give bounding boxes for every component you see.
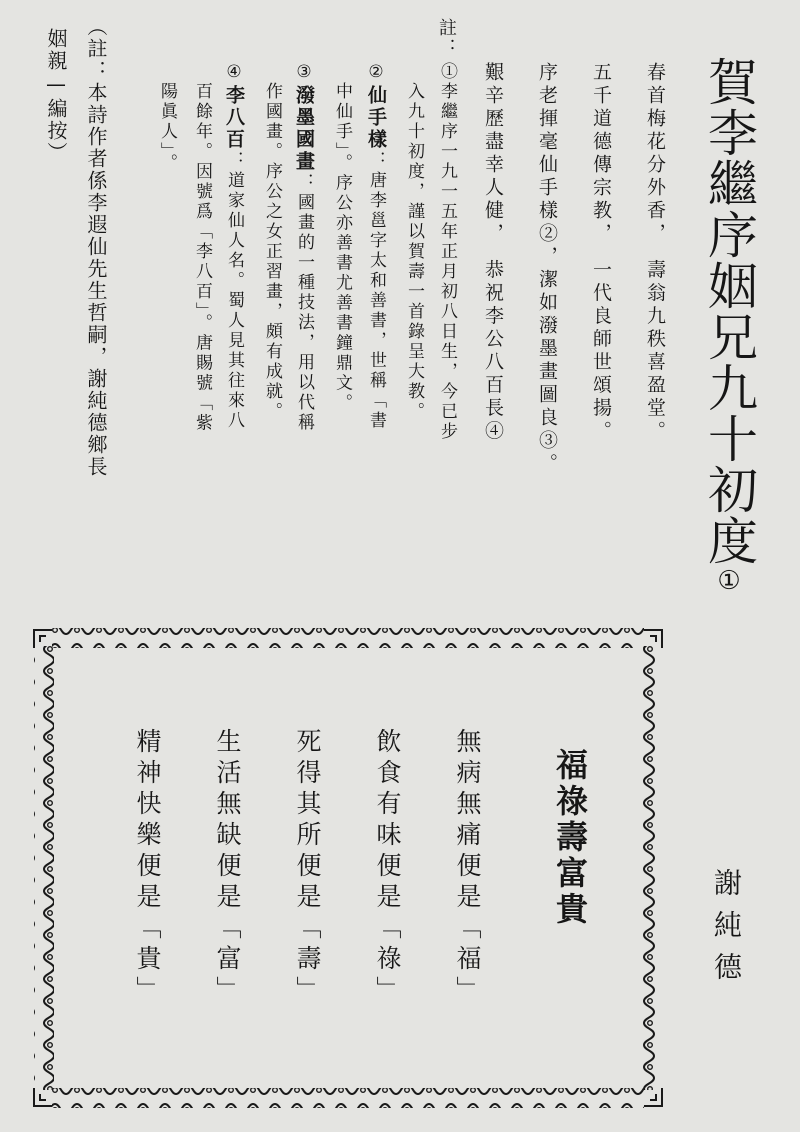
note-4-term: 李八百 — [223, 85, 245, 151]
notes-heading: 註： — [436, 18, 457, 58]
poem-line-4: 艱辛歷盡幸人健， 恭祝李公八百長④ — [482, 62, 504, 444]
box-line-3: 死得其所便是「壽」 — [293, 728, 322, 1007]
note-1-marker: ① — [437, 62, 457, 82]
box-line-4: 生活無缺便是「富」 — [213, 728, 242, 1007]
note-2-term: 仙手樣 — [365, 85, 387, 151]
note-2-line-2: 中仙手」。序公亦善書尤善書鐘鼎文。 — [332, 82, 352, 414]
box-line-5: 精神快樂便是「貴」 — [133, 728, 162, 1007]
poem-title-text: 賀李繼序姻兄九十初度 — [700, 56, 758, 566]
author-name: 謝純德 — [710, 868, 743, 994]
editor-note-line-2: 姻親—編按） — [44, 28, 68, 164]
note-4-line-3: 陽眞人」。 — [157, 82, 177, 174]
note-4-text-1: ：道家仙人名。蜀人見其往來八 — [224, 151, 244, 431]
note-4-marker: ④ — [224, 62, 244, 85]
note-3-line-2: 作國畫。序公之女正習畫，頗有成就。 — [262, 82, 282, 422]
poem-line-3: 序老揮毫仙手樣②，潔如潑墨畫圖良③。 — [536, 62, 558, 476]
box-line-2: 飲食有味便是「祿」 — [373, 728, 402, 1007]
poem-line-2: 五千道德傳宗教， 一代良師世頌揚。 — [590, 62, 612, 444]
note-3-term: 潑墨國畫 — [293, 85, 315, 173]
note-3-text-1: ：國畫的一種技法，用以代稱 — [294, 173, 314, 433]
note-2-text-1: ：唐李邕字太和善書，世稱「書 — [366, 151, 386, 431]
editor-note-line-1: （註：本詩作者係李遐仙先生哲嗣，謝純德鄉長 — [84, 16, 108, 478]
note-2-marker: ② — [366, 62, 386, 85]
title-note-marker: ① — [714, 566, 744, 596]
note-1-text-1: 李繼序一九一五年正月初八日生，今已步 — [437, 82, 457, 442]
box-line-1: 無病無痛便是「福」 — [453, 728, 482, 1007]
poem-line-1: 春首梅花分外香， 壽翁九秩喜盈堂。 — [644, 62, 666, 444]
note-4-line-2: 百餘年。因號爲「李八百」。唐賜號「紫 — [192, 82, 212, 434]
note-1-line-2: 入九十初度，謹以賀壽一首錄呈大教。 — [404, 82, 424, 422]
box-title: 福祿壽富貴 — [551, 748, 589, 928]
note-3-marker: ③ — [294, 62, 314, 85]
